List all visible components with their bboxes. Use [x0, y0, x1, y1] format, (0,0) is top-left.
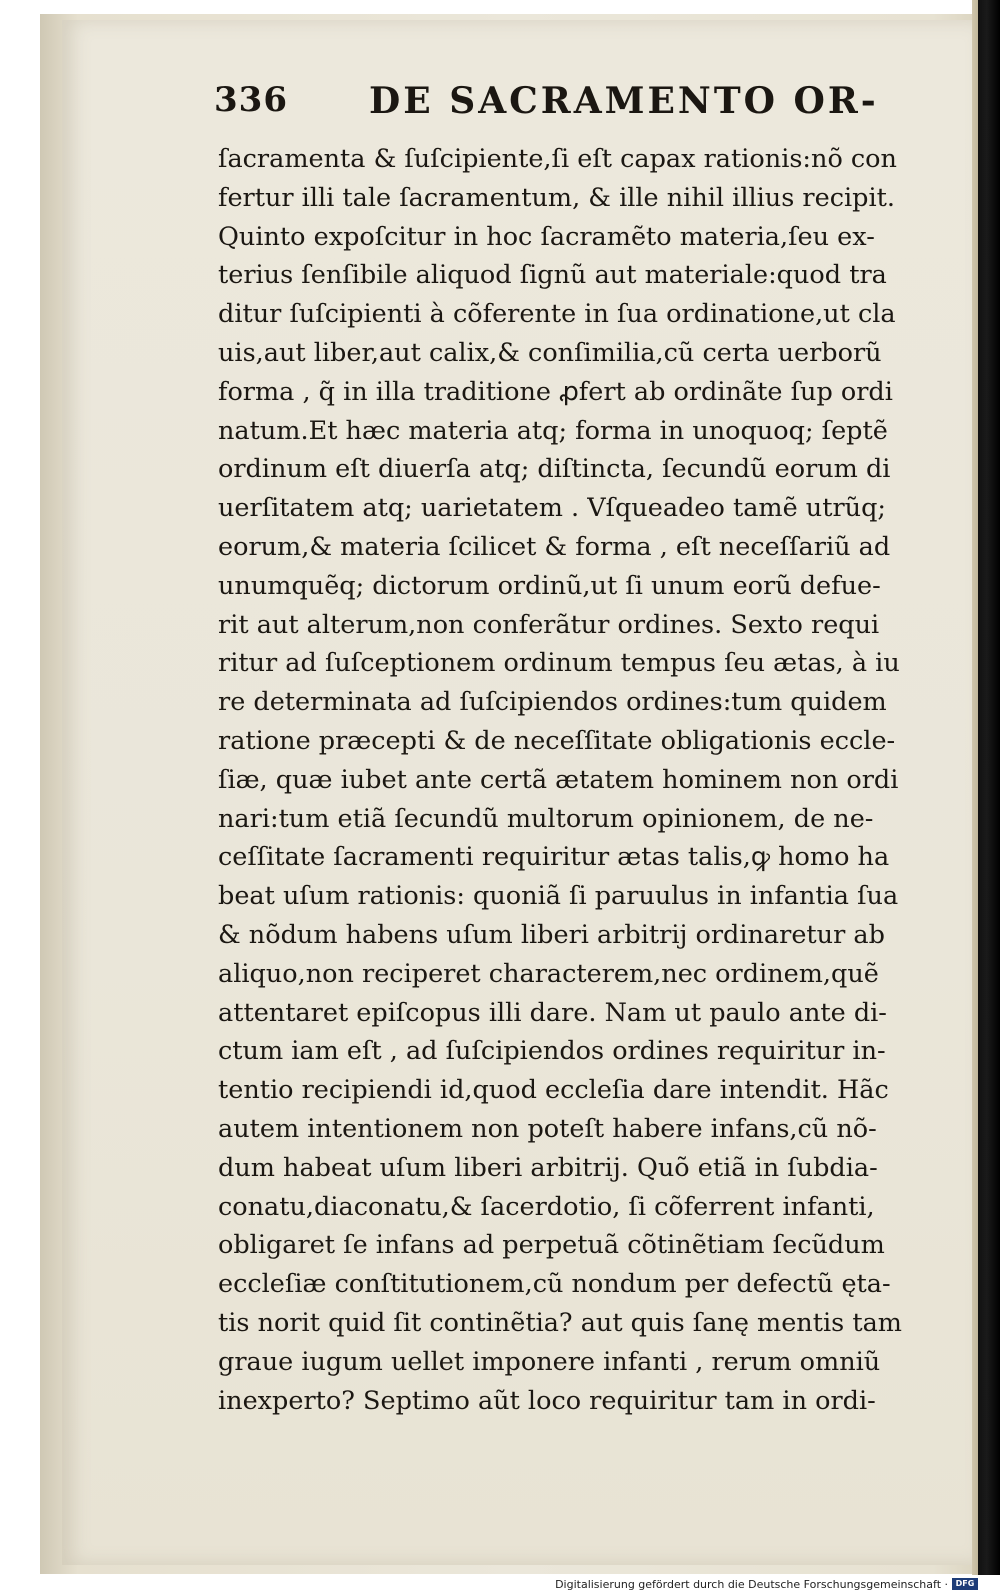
text-line: fertur illi tale ſacramentum, & ille nihil illius recipit. [218, 182, 895, 213]
page-header [214, 80, 954, 130]
text-line: ctum iam eſt , ad ſuſcipiendos ordines requiritur in- [218, 1036, 886, 1067]
text-line: ditur ſuſcipienti à cõferente in ſua ordinatione,ut cla [218, 299, 896, 330]
text-line: beat uſum rationis: quoniã ſi paruulus in infantia ſua [218, 881, 899, 912]
text-line: ritur ad ſuſceptionem ordinum tempus ſeu ætas, à iu [218, 648, 900, 679]
text-line: & nõdum habens uſum liberi arbitrij ordinaretur ab [218, 919, 885, 950]
text-line: ſiæ, quæ iubet ante certã ætatem hominem non ordi [218, 764, 899, 795]
dfg-logo: DFG [952, 1578, 978, 1590]
text-line: rit aut alterum,non conferãtur ordines. Sexto requi [218, 609, 880, 640]
text-line: forma , q̃ in illa traditione ꝓfert ab ordinãte ſup ordi [218, 376, 893, 407]
body-text [218, 140, 938, 1420]
text-line: ceſſitate ſacramenti requiritur ætas talis,ꝙ homo ha [218, 842, 890, 873]
page-number: 336 [214, 80, 288, 120]
funding-notice: Digitalisierung gefördert durch die Deutsche Forschungsgemeinschaft · [555, 1578, 948, 1591]
text-line: natum.Et hæc materia atq; forma in unoquoq; ſeptẽ [218, 415, 888, 446]
running-head: DE SACRAMENTO OR- [369, 80, 879, 122]
text-line: eorum,& materia ſcilicet & forma , eſt neceſſariũ ad [218, 531, 891, 562]
text-line: tis norit quid ſit continẽtia? aut quis ſanę mentis tam [218, 1307, 902, 1338]
text-line: tentio recipiendi id,quod eccleſia dare intendit. Hãc [218, 1075, 889, 1106]
text-line: inexperto? Septimo aũt loco requiritur tam in ordi- [218, 1385, 876, 1416]
text-line: attentaret epiſcopus illi dare. Nam ut paulo ante di- [218, 997, 887, 1028]
text-line: nari:tum etiã ſecundũ multorum opinionem, de ne- [218, 803, 874, 834]
text-line: conatu,diaconatu,& ſacerdotio, ſi cõferrent infanti, [218, 1191, 875, 1222]
scan-border [978, 0, 1000, 1593]
text-line: dum habeat uſum liberi arbitrij. Quõ etiã in ſubdia- [218, 1152, 878, 1183]
text-line: uis,aut liber,aut calix,& conſimilia,cũ certa uerborũ [218, 337, 882, 368]
text-line: uerſitatem atq; uarietatem . Vſqueadeo tamẽ utrũq; [218, 493, 886, 524]
text-line: re determinata ad ſuſcipiendos ordines:tum quidem [218, 687, 887, 718]
text-line: autem intentionem non poteſt habere infans,cũ nõ- [218, 1113, 877, 1144]
text-line: ſacramenta & ſuſcipiente,ſi eſt capax rationis:nõ con [218, 144, 897, 174]
text-line: aliquo,non reciperet characterem,nec ordinem,quẽ [218, 958, 879, 989]
text-line: terius ſenſibile aliquod ſignũ aut materiale:quod tra [218, 260, 887, 291]
text-line: obligaret ſe infans ad perpetuã cõtinẽtiam ſecũdum [218, 1230, 885, 1261]
text-line: eccleſiæ conſtitutionem,cũ nondum per defectũ ęta- [218, 1269, 891, 1300]
text-line: Quinto expoſcitur in hoc ſacramẽto materia,ſeu ex- [218, 221, 875, 252]
text-line: graue iugum uellet imponere infanti , rerum omniũ [218, 1346, 881, 1377]
text-line: ordinum eſt diuerſa atq; diſtincta, ſecundũ eorum di [218, 454, 891, 485]
text-line: ratione præcepti & de neceſſitate obligationis eccle- [218, 725, 896, 756]
text-line: unumquẽq; dictorum ordinũ,ut ſi unum eorũ defue- [218, 570, 881, 601]
